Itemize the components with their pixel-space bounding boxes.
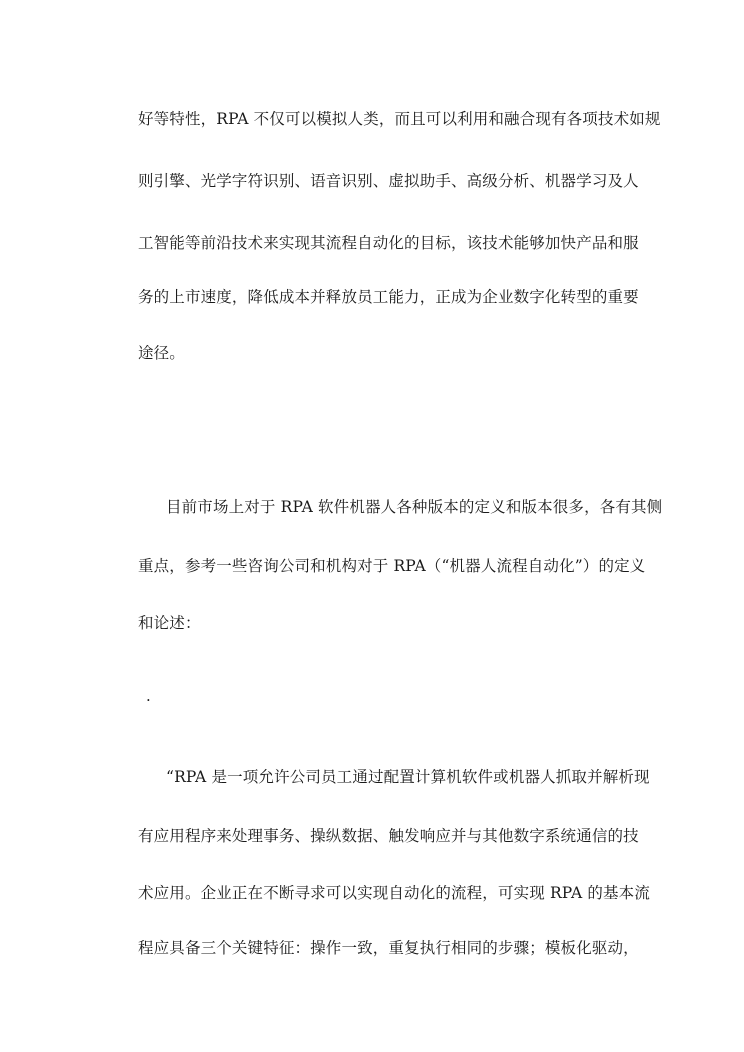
paragraph-3-line-4: 程应具备三个关键特征：操作一致，重复执行相同的步骤；模板化驱动，: [138, 939, 639, 957]
bullet-marker: ·: [146, 691, 151, 709]
paragraph-3-line-2: 有应用程序来处理事务、操纵数据、触发响应并与其他数字系统通信的技: [138, 827, 639, 845]
paragraph-2-line-2: 重点，参考一些咨询公司和机构对于 RPA（“机器人流程自动化”）的定义: [138, 557, 646, 575]
paragraph-1-line-2: 则引擎、光学字符识别、语音识别、虚拟助手、高级分析、机器学习及人: [138, 172, 639, 190]
paragraph-3-line-3: 术应用。企业正在不断寻求可以实现自动化的流程，可实现 RPA 的基本流: [138, 884, 650, 902]
paragraph-1-line-1: 好等特性，RPA 不仅可以模拟人类，而且可以利用和融合现有各项技术如规: [138, 110, 661, 128]
paragraph-1-line-4: 务的上市速度，降低成本并释放员工能力，正成为企业数字化转型的重要: [138, 288, 639, 306]
paragraph-1-line-3: 工智能等前沿技术来实现其流程自动化的目标，该技术能够加快产品和服: [138, 234, 639, 252]
paragraph-2-line-1: 目前市场上对于 RPA 软件机器人各种版本的定义和版本很多，各有其侧: [166, 498, 663, 516]
paragraph-2-line-3: 和论述：: [138, 614, 201, 632]
paragraph-3-line-1: “RPA 是一项允许公司员工通过配置计算机软件或机器人抓取并解析现: [166, 768, 650, 786]
paragraph-1-line-5: 途径。: [138, 344, 185, 362]
